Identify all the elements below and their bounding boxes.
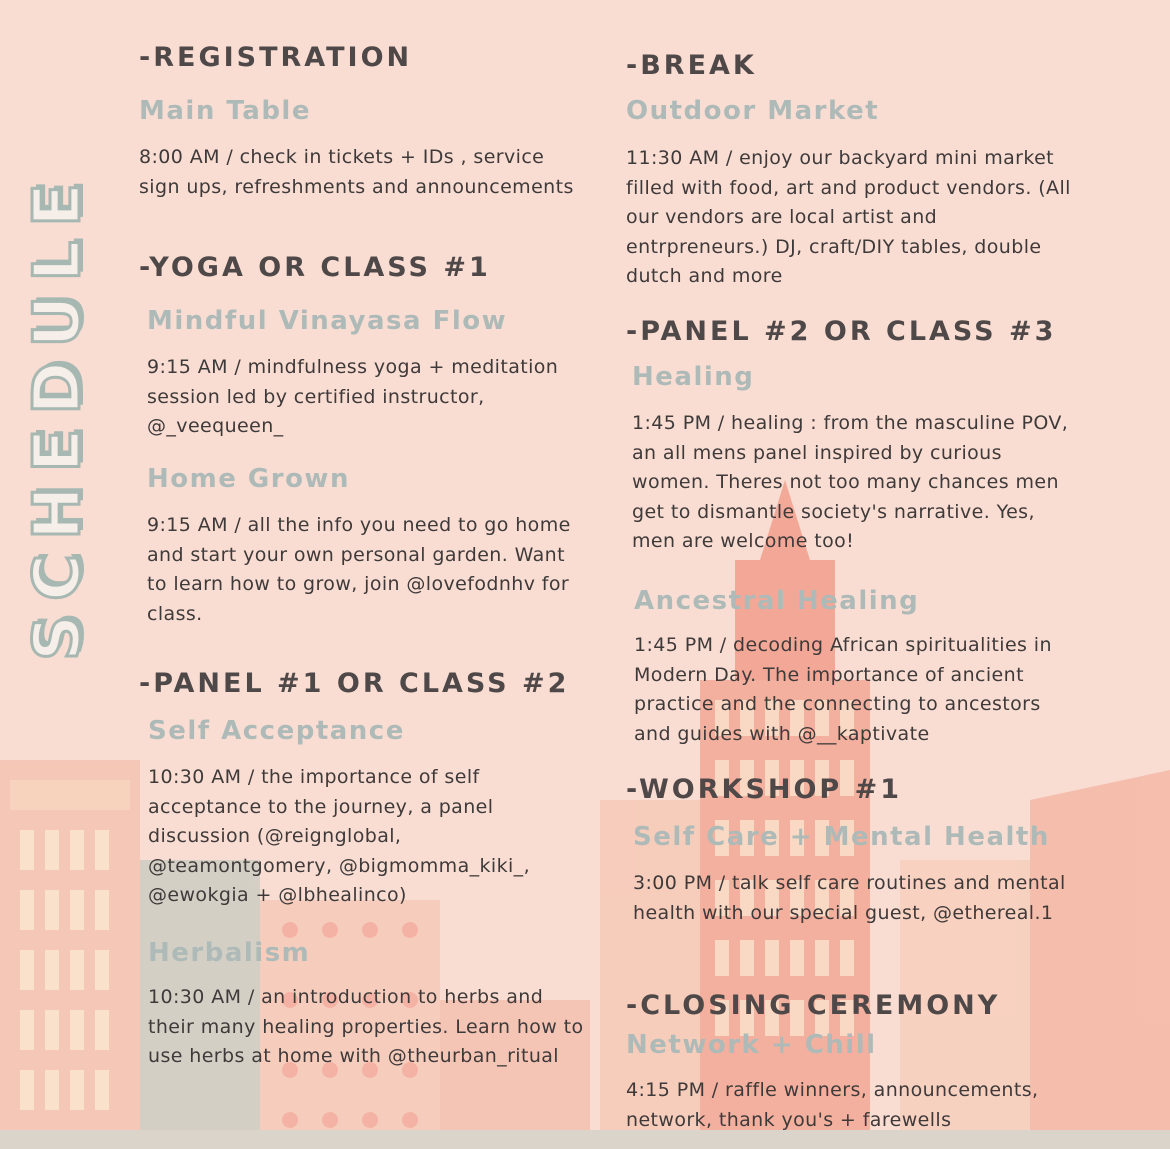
ancestral-desc xyxy=(634,631,1084,749)
outdoor-market-desc xyxy=(626,144,1076,292)
main-table-desc xyxy=(139,143,579,202)
healing-desc xyxy=(632,409,1082,557)
herbalism-title xyxy=(148,938,588,968)
self-care-title xyxy=(633,822,1083,852)
section-heading: -CLOSING CEREMONY xyxy=(626,990,1001,1021)
section-heading: -BREAK xyxy=(626,50,757,81)
main-table-title xyxy=(139,96,579,126)
session-desc: 9:15 AM / mindfulness yoga + meditation session led by certified instructor, @_veequeen_ xyxy=(147,356,559,438)
session-title: Home Grown xyxy=(147,464,350,494)
self-acceptance-title xyxy=(148,716,588,746)
session-desc: 10:30 AM / an introduction to herbs and their many healing properties. Learn how to use herbs at home with @theurban_ritual xyxy=(148,986,584,1068)
session-title: Outdoor Market xyxy=(626,96,880,126)
panel1-heading xyxy=(139,668,579,699)
network-chill-desc xyxy=(626,1076,1076,1135)
section-heading: -PANEL #1 OR CLASS #2 xyxy=(139,668,570,699)
session-title: Mindful Vinayasa Flow xyxy=(147,306,508,336)
session-title: Network + Chill xyxy=(626,1030,877,1060)
section-heading: -YOGA OR CLASS #1 xyxy=(139,252,491,283)
session-title: Herbalism xyxy=(148,938,311,968)
closing-heading xyxy=(626,990,1076,1021)
schedule-title xyxy=(8,165,108,665)
schedule-title-text: SCHEDULE xyxy=(21,169,95,661)
session-desc: 9:15 AM / all the info you need to go home and start your own personal garden. Want to learn how to grow, join @lovefodnhv for class. xyxy=(147,514,571,625)
session-title: Ancestral Healing xyxy=(634,586,920,616)
session-title: Self Care + Mental Health xyxy=(633,822,1050,852)
self-care-desc xyxy=(633,869,1083,928)
panel2-heading xyxy=(626,316,1076,347)
break-heading xyxy=(626,50,1076,81)
mindful-title xyxy=(147,306,587,336)
herbalism-desc xyxy=(148,983,588,1072)
mindful-desc xyxy=(147,353,587,442)
session-desc: 8:00 AM / check in tickets + IDs , service sign ups, refreshments and announcements xyxy=(139,146,574,198)
home-grown-desc xyxy=(147,511,587,629)
section-heading: -WORKSHOP #1 xyxy=(626,774,903,805)
self-acceptance-desc xyxy=(148,763,588,911)
workshop-heading xyxy=(626,774,1076,805)
healing-title xyxy=(632,362,1082,392)
ancestral-title xyxy=(634,586,1084,616)
session-desc: 10:30 AM / the importance of self acceptance to the journey, a panel discussion (@reignglobal, @teamontgomery, @bigmomma_kiki_, @ewokgia + @lbhealinco) xyxy=(148,766,531,907)
section-heading: -PANEL #2 OR CLASS #3 xyxy=(626,316,1057,347)
yoga-heading xyxy=(139,252,579,283)
home-grown-title xyxy=(147,464,587,494)
section-heading: -REGISTRATION xyxy=(139,42,413,73)
registration-heading xyxy=(139,42,579,73)
session-title: Healing xyxy=(632,362,755,392)
network-chill-title xyxy=(626,1030,1076,1060)
session-title: Self Acceptance xyxy=(148,716,405,746)
session-desc: 1:45 PM / decoding African spiritualities in Modern Day. The importance of ancient practice and the connecting to ancestors and guides with @__kaptivate xyxy=(634,634,1052,745)
outdoor-market-title xyxy=(626,96,1076,126)
session-desc: 3:00 PM / talk self care routines and mental health with our special guest, @ethereal.1 xyxy=(633,872,1066,924)
session-desc: 4:15 PM / raffle winners, announcements, network, thank you's + farewells xyxy=(626,1079,1039,1131)
session-desc: 1:45 PM / healing : from the masculine POV, an all mens panel inspired by curious women. Theres not too many chances men get to dismantle society's narrative. Yes, men are welcome too! xyxy=(632,412,1069,553)
session-title: Main Table xyxy=(139,96,311,126)
session-desc: 11:30 AM / enjoy our backyard mini market filled with food, art and product vendors. (All our vendors are local artist and entrpreneurs.) DJ, craft/DIY tables, double dutch and more xyxy=(626,147,1071,288)
